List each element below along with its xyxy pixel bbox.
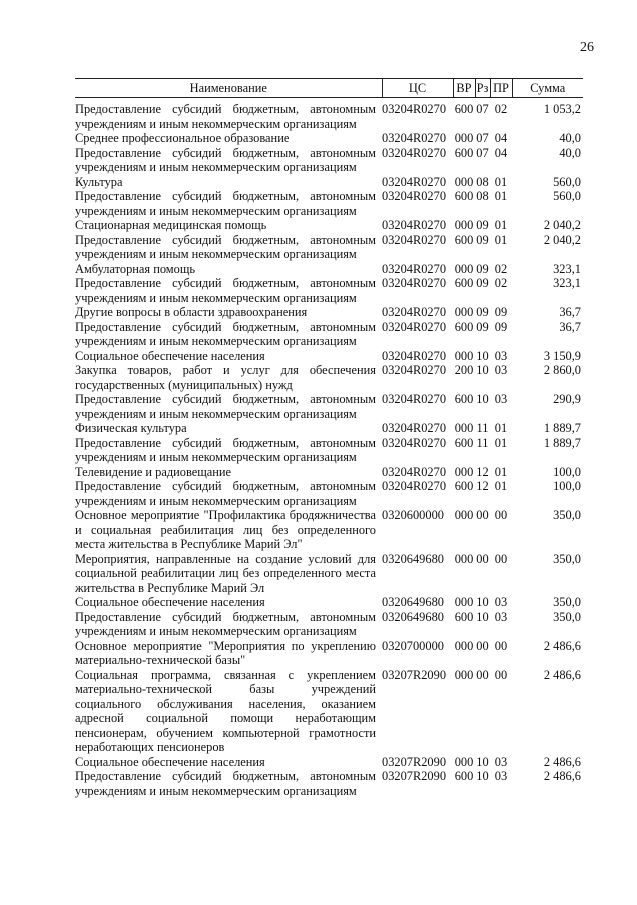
cell-rz: 10 <box>476 363 489 377</box>
cell-sum: 2 860,0 <box>543 363 581 377</box>
cell-name: Предоставление субсидий бюджетным, автономным учреждениям и иным некоммерческим организациям <box>75 479 376 508</box>
table-row <box>75 189 583 218</box>
cell-vr: 000 <box>454 464 474 479</box>
cell-name: Культура <box>75 174 123 189</box>
cell-vr: 000 <box>454 131 474 145</box>
cell-sum: 350,0 <box>553 551 581 566</box>
cell-vr: 000 <box>454 508 474 522</box>
cell-pr: 00 <box>494 508 508 522</box>
cell-pr: 09 <box>494 305 508 319</box>
cell-sum: 40,0 <box>559 145 581 160</box>
cell-sum: 2 486,6 <box>543 754 581 769</box>
cell-sum: 2 486,6 <box>543 769 581 783</box>
cell-vr: 000 <box>454 348 474 363</box>
table-row <box>75 595 583 610</box>
cell-sum: 560,0 <box>553 174 581 189</box>
table-row <box>75 349 583 364</box>
header-rz: Рз <box>475 79 490 98</box>
cell-name: Предоставление субсидий бюджетным, автономным учреждениям и иным некоммерческим организациям <box>75 435 376 464</box>
cell-cs: 03204R0270 <box>382 102 447 116</box>
cell-vr: 000 <box>454 421 474 435</box>
cell-vr: 600 <box>454 232 474 247</box>
table-row <box>75 98 583 132</box>
cell-pr: 03 <box>494 769 508 783</box>
cell-cs: 03204R0270 <box>382 363 447 377</box>
cell-name: Социальное обеспечение населения <box>75 595 265 609</box>
cell-cs: 03204R0270 <box>382 131 447 145</box>
cell-vr: 600 <box>454 102 474 116</box>
cell-vr: 000 <box>454 551 474 566</box>
cell-vr: 000 <box>454 595 474 609</box>
cell-pr: 01 <box>494 435 508 450</box>
cell-sum: 323,1 <box>553 276 581 290</box>
cell-pr: 01 <box>494 174 508 189</box>
cell-vr: 600 <box>454 189 474 203</box>
cell-rz: 00 <box>476 508 489 522</box>
table-row <box>75 233 583 262</box>
header-row <box>75 79 583 98</box>
cell-vr: 600 <box>454 145 474 160</box>
cell-vr: 000 <box>454 261 474 276</box>
cell-rz: 09 <box>476 261 489 276</box>
cell-pr: 00 <box>494 667 508 682</box>
table-row <box>75 639 583 668</box>
cell-rz: 07 <box>476 145 489 160</box>
cell-sum: 40,0 <box>559 131 581 145</box>
cell-name: Предоставление субсидий бюджетным, автономным учреждениям и иным некоммерческим организациям <box>75 145 376 174</box>
cell-name: Социальная программа, связанная с укреплением материально-технической базы учреждений социального обслуживания населения, оказанием адресной социальной помощи неработающим пенсионерам, обучением компьютерной грамотности неработающих пенсионеров <box>75 667 376 754</box>
cell-pr: 01 <box>494 232 508 247</box>
cell-sum: 36,7 <box>559 319 581 334</box>
cell-rz: 07 <box>476 102 489 116</box>
page-number: 26 <box>580 40 594 55</box>
cell-cs: 03204R0270 <box>382 305 447 319</box>
cell-vr: 000 <box>454 174 474 189</box>
table-row <box>75 769 583 798</box>
cell-vr: 000 <box>454 667 474 682</box>
cell-pr: 02 <box>494 276 508 290</box>
header-vr: ВР <box>453 79 475 98</box>
table-row <box>75 175 583 190</box>
cell-vr: 000 <box>454 218 474 232</box>
budget-table <box>75 78 583 798</box>
table-row <box>75 218 583 233</box>
cell-name: Предоставление субсидий бюджетным, автономным учреждениям и иным некоммерческим организациям <box>75 102 376 131</box>
cell-sum: 1 889,7 <box>543 421 581 435</box>
cell-rz: 00 <box>476 638 489 653</box>
cell-vr: 600 <box>454 609 474 624</box>
cell-rz: 10 <box>476 348 489 363</box>
cell-sum: 350,0 <box>553 595 581 609</box>
table-row <box>75 320 583 349</box>
cell-vr: 000 <box>454 638 474 653</box>
cell-pr: 01 <box>494 464 508 479</box>
cell-rz: 09 <box>476 276 489 290</box>
table-row <box>75 508 583 552</box>
cell-name: Стационарная медицинская помощь <box>75 218 267 232</box>
cell-vr: 200 <box>454 363 474 377</box>
cell-cs: 0320700000 <box>382 638 444 653</box>
cell-name: Среднее профессиональное образование <box>75 131 290 145</box>
cell-pr: 03 <box>494 392 508 406</box>
cell-pr: 00 <box>494 638 508 653</box>
cell-cs: 0320649680 <box>382 609 444 624</box>
table-row <box>75 610 583 639</box>
cell-cs: 03204R0270 <box>382 276 447 290</box>
cell-vr: 600 <box>454 435 474 450</box>
cell-name: Закупка товаров, работ и услуг для обеспечения государственных (муниципальных) нужд <box>75 363 376 392</box>
cell-rz: 12 <box>476 464 489 479</box>
cell-rz: 10 <box>476 754 489 769</box>
cell-cs: 03207R2090 <box>382 769 447 783</box>
cell-pr: 00 <box>494 551 508 566</box>
cell-pr: 03 <box>494 609 508 624</box>
cell-name: Предоставление субсидий бюджетным, автономным учреждениям и иным некоммерческим организациям <box>75 392 376 421</box>
cell-name: Предоставление субсидий бюджетным, автономным учреждениям и иным некоммерческим организациям <box>75 276 376 305</box>
table-row <box>75 305 583 320</box>
cell-sum: 290,9 <box>553 392 581 406</box>
cell-rz: 11 <box>476 435 489 450</box>
cell-vr: 000 <box>454 754 474 769</box>
cell-vr: 600 <box>454 769 474 783</box>
cell-cs: 0320649680 <box>382 595 444 609</box>
cell-sum: 2 040,2 <box>543 218 581 232</box>
cell-pr: 03 <box>494 363 508 377</box>
table-header <box>75 79 583 98</box>
cell-rz: 09 <box>476 305 489 319</box>
cell-pr: 01 <box>494 479 508 493</box>
cell-sum: 1 053,2 <box>543 102 581 116</box>
cell-name: Физическая культура <box>75 421 187 435</box>
cell-rz: 10 <box>476 609 489 624</box>
cell-pr: 03 <box>494 754 508 769</box>
cell-cs: 03207R2090 <box>382 667 447 682</box>
cell-cs: 03204R0270 <box>382 392 447 406</box>
cell-pr: 09 <box>494 319 508 334</box>
cell-pr: 02 <box>494 261 508 276</box>
cell-name: Предоставление субсидий бюджетным, автономным учреждениям и иным некоммерческим организациям <box>75 609 376 638</box>
table-row <box>75 131 583 146</box>
cell-pr: 01 <box>494 218 508 232</box>
cell-pr: 01 <box>494 421 508 435</box>
header-cs: ЦС <box>382 79 453 98</box>
cell-name: Предоставление субсидий бюджетным, автономным учреждениям и иным некоммерческим организациям <box>75 769 376 798</box>
table-row <box>75 421 583 436</box>
cell-pr: 03 <box>494 348 508 363</box>
table-row <box>75 668 583 755</box>
cell-cs: 0320600000 <box>382 508 444 522</box>
cell-rz: 07 <box>476 131 489 145</box>
cell-cs: 03204R0270 <box>382 174 447 189</box>
cell-name: Телевидение и радиовещание <box>75 464 232 479</box>
table-row <box>75 465 583 480</box>
cell-name: Предоставление субсидий бюджетным, автономным учреждениям и иным некоммерческим организациям <box>75 319 376 348</box>
cell-name: Предоставление субсидий бюджетным, автономным учреждениям и иным некоммерческим организациям <box>75 232 376 261</box>
cell-cs: 03204R0270 <box>382 218 447 232</box>
cell-rz: 09 <box>476 232 489 247</box>
cell-cs: 03204R0270 <box>382 319 447 334</box>
cell-pr: 04 <box>494 145 508 160</box>
cell-cs: 0320649680 <box>382 551 444 566</box>
table-row <box>75 436 583 465</box>
cell-cs: 03204R0270 <box>382 348 447 363</box>
cell-cs: 03204R0270 <box>382 435 447 450</box>
cell-pr: 02 <box>494 102 508 116</box>
cell-sum: 36,7 <box>559 305 581 319</box>
cell-vr: 600 <box>454 392 474 406</box>
cell-vr: 600 <box>454 276 474 290</box>
cell-cs: 03204R0270 <box>382 232 447 247</box>
table-row <box>75 552 583 596</box>
cell-sum: 2 040,2 <box>543 232 581 247</box>
cell-vr: 000 <box>454 305 474 319</box>
cell-rz: 12 <box>476 479 489 493</box>
cell-sum: 560,0 <box>553 189 581 203</box>
cell-vr: 600 <box>454 319 474 334</box>
cell-pr: 04 <box>494 131 508 145</box>
cell-sum: 3 150,9 <box>543 348 581 363</box>
cell-rz: 00 <box>476 551 489 566</box>
table-row <box>75 392 583 421</box>
cell-pr: 01 <box>494 189 508 203</box>
cell-pr: 03 <box>494 595 508 609</box>
table-row <box>75 479 583 508</box>
table-body <box>75 98 583 799</box>
cell-name: Основное мероприятие "Мероприятия по укреплению материально-технической базы" <box>75 638 376 667</box>
table-row <box>75 146 583 175</box>
header-sum: Сумма <box>512 79 583 98</box>
header-pr: ПР <box>490 79 512 98</box>
table-row <box>75 262 583 277</box>
cell-name: Социальное обеспечение населения <box>75 348 265 363</box>
cell-sum: 350,0 <box>553 508 581 522</box>
cell-cs: 03204R0270 <box>382 189 447 203</box>
cell-name: Амбулаторная помощь <box>75 261 196 276</box>
cell-rz: 00 <box>476 667 489 682</box>
cell-cs: 03207R2090 <box>382 754 447 769</box>
cell-rz: 08 <box>476 174 489 189</box>
cell-name: Предоставление субсидий бюджетным, автономным учреждениям и иным некоммерческим организациям <box>75 189 376 218</box>
cell-sum: 323,1 <box>553 261 581 276</box>
table-row <box>75 276 583 305</box>
cell-name: Основное мероприятие "Профилактика бродяжничества и социальная реабилитация лиц без определенного места жительства в Республике Марий Эл" <box>75 508 376 551</box>
cell-cs: 03204R0270 <box>382 464 447 479</box>
cell-name: Другие вопросы в области здравоохранения <box>75 305 308 319</box>
cell-vr: 600 <box>454 479 474 493</box>
cell-name: Мероприятия, направленные на создание условий для социальной реабилитации лиц без определенного места жительства в Республике Марий Эл <box>75 551 376 595</box>
cell-sum: 2 486,6 <box>543 638 581 653</box>
cell-sum: 2 486,6 <box>543 667 581 682</box>
table-row <box>75 755 583 770</box>
cell-rz: 08 <box>476 189 489 203</box>
header-name: Наименование <box>75 79 382 98</box>
cell-rz: 11 <box>476 421 489 435</box>
cell-name: Социальное обеспечение населения <box>75 754 265 769</box>
cell-cs: 03204R0270 <box>382 261 447 276</box>
cell-rz: 09 <box>476 218 489 232</box>
cell-sum: 100,0 <box>553 464 581 479</box>
cell-sum: 350,0 <box>553 609 581 624</box>
cell-rz: 10 <box>476 595 489 609</box>
cell-sum: 100,0 <box>553 479 581 493</box>
cell-cs: 03204R0270 <box>382 421 447 435</box>
cell-cs: 03204R0270 <box>382 479 447 493</box>
cell-rz: 10 <box>476 769 489 783</box>
cell-rz: 09 <box>476 319 489 334</box>
cell-cs: 03204R0270 <box>382 145 447 160</box>
cell-sum: 1 889,7 <box>543 435 581 450</box>
cell-rz: 10 <box>476 392 489 406</box>
table-row <box>75 363 583 392</box>
